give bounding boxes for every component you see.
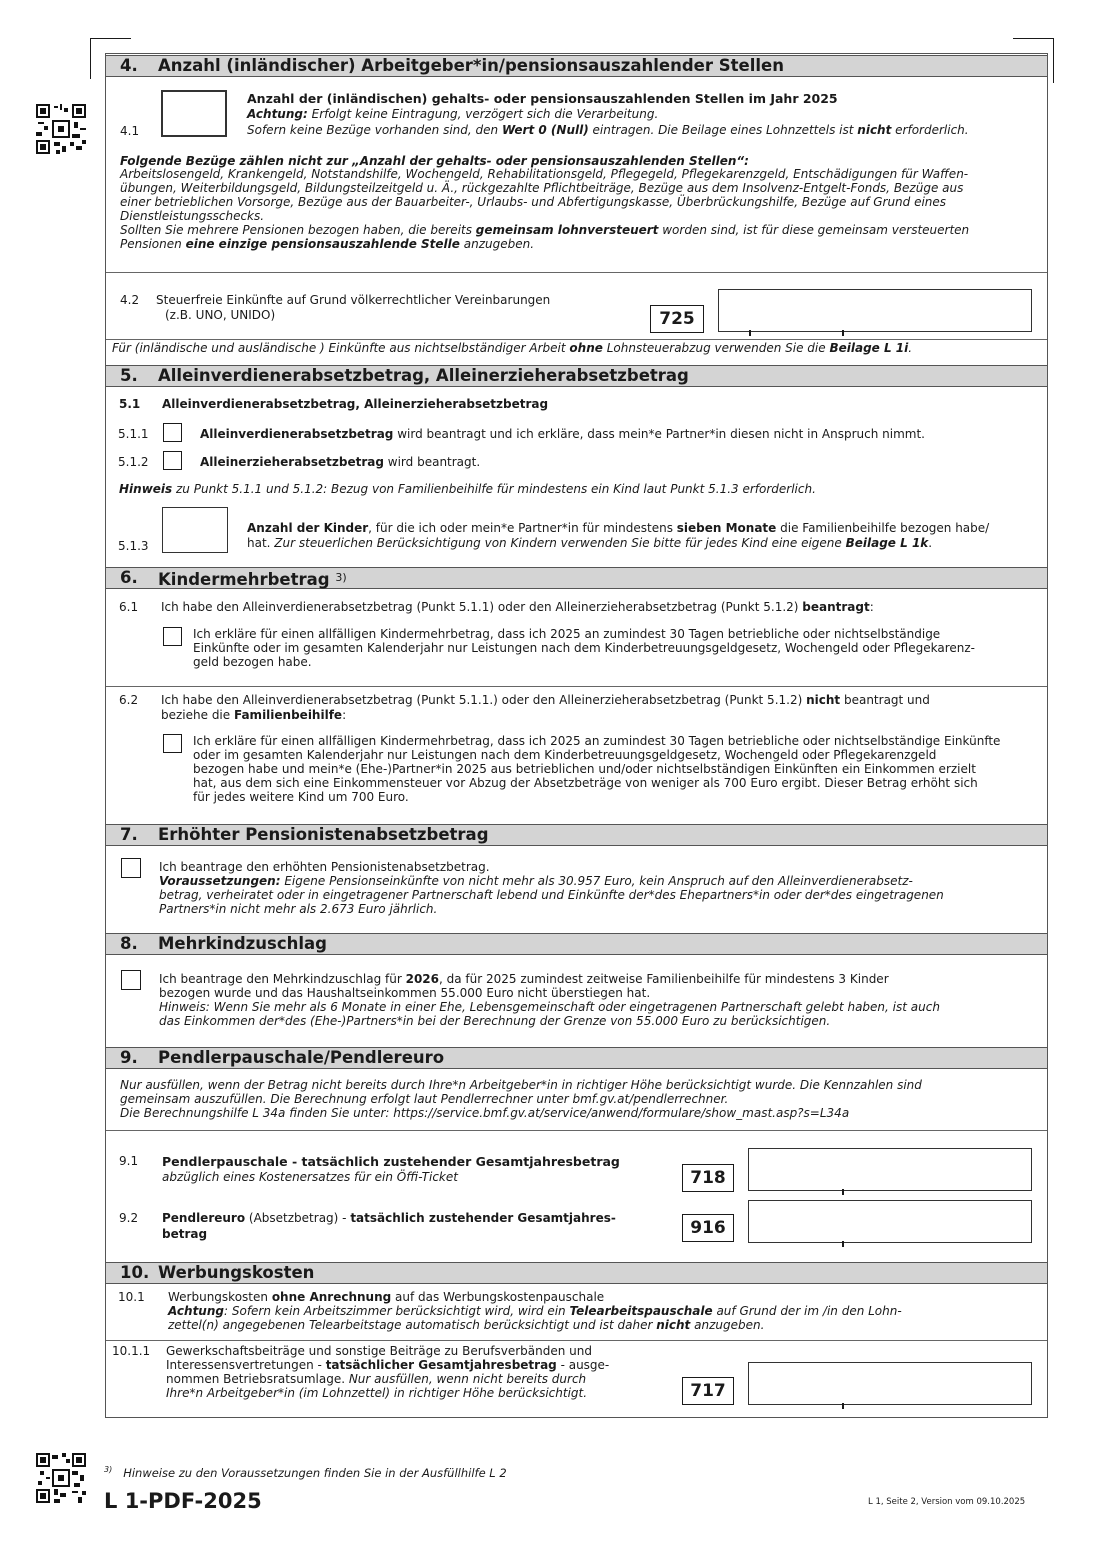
divider xyxy=(106,1130,1047,1131)
row-5-1-1-number: 5.1.1 xyxy=(118,427,149,441)
row-4-1-title: Anzahl der (inländischen) gehalts- oder pensionsauszahlenden Stellen im Jahr 2025 xyxy=(247,91,838,106)
single-parent-checkbox[interactable] xyxy=(163,451,182,470)
section-7-header: 7. Erhöhter Pensionistenabsetzbetrag xyxy=(106,824,1047,846)
field-separator xyxy=(842,330,844,336)
row-10-1-1-number: 10.1.1 xyxy=(112,1344,151,1358)
section-7-text: Ich beantrage den erhöhten Pensionistenabsetzbetrag. Voraussetzungen: Eigene Pensionseinkünfte von nicht mehr als 30.957 Euro, kein Anspruch auf den Alleinverdienerabsetz- betrag, verheiratet oder in eingetragener Partnerschaft lebend und Einkünfte der*des Ehepartners*in oder der*des eingetragenen Partners*in nicht mehr als 2.673 Euro jährlich. xyxy=(159,860,944,916)
row-5-1-number: 5.1 xyxy=(119,397,141,411)
field-separator xyxy=(842,1189,844,1195)
kennzahl-718: 718 xyxy=(682,1164,734,1192)
row-5-1-3-line-2: hat. Zur steuerlichen Berücksichtigung von Kindern verwenden Sie bitte für jedes Kind eine eigene Beilage L 1k. xyxy=(247,536,933,550)
kennzahl-916: 916 xyxy=(682,1214,734,1242)
section-10-header: 10. Werbungskosten xyxy=(106,1262,1047,1284)
child-bonus-6-2-checkbox[interactable] xyxy=(163,734,182,753)
child-bonus-6-1-checkbox[interactable] xyxy=(163,627,182,646)
divider xyxy=(106,1340,1047,1341)
row-4-1-number: 4.1 xyxy=(120,124,140,138)
row-9-1-number: 9.1 xyxy=(119,1154,139,1168)
section-9-note: Nur ausfüllen, wenn der Betrag nicht bereits durch Ihre*n Arbeitgeber*in in richtiger Höhe berücksichtigt wurde. Die Kennzahlen sind gemeinsam auszufüllen. Die Berechnung erfolgt laut Pendlerrechner unter bmf.gv.at/pendlerrechner. Die Berechnungshilfe L 34a finden Sie unter: https://service.bmf.gv.at/service/anwend/formulare/show_mast.asp?s=L34a xyxy=(120,1078,922,1120)
section-4-header: 4. Anzahl (inländischer) Arbeitgeber*in/pensionsauszahlender Stellen xyxy=(106,55,1047,77)
sole-earner-checkbox[interactable] xyxy=(163,423,182,442)
row-10-1-text: Werbungskosten ohne Anrechnung auf das Werbungskostenpauschale Achtung: Sofern kein Arbeitszimmer berücksichtigt wird, wird ein Telearbeitspauschale auf Grund der im /in den Lohn- zettel(n) angegebenen Telearbeitstage automatisch berücksichtigt und ist daher nicht anzugeben. xyxy=(168,1290,902,1332)
row-5-1-1-text: Alleinverdienerabsetzbetrag wird beantragt und ich erkläre, dass mein*e Partner*in diesen nicht in Anspruch nimmt. xyxy=(200,427,925,441)
row-5-1-2-number: 5.1.2 xyxy=(118,455,149,469)
row-6-2-text-2: beziehe die Familienbeihilfe: xyxy=(161,708,347,722)
row-9-2-label-1: Pendlereuro (Absetzbetrag) - tatsächlich zustehender Gesamtjahres- xyxy=(162,1211,616,1225)
excluded-income-title: Folgende Bezüge zählen nicht zur „Anzahl der gehalts- oder pensionsauszahlenden Stellen“: xyxy=(120,154,749,168)
tax-free-income-input[interactable] xyxy=(718,289,1032,332)
row-4-2-number: 4.2 xyxy=(120,293,140,307)
row-5-1-3-number: 5.1.3 xyxy=(118,539,149,553)
row-4-2-note: Für (inländische und ausländische ) Einkünfte aus nichtselbständiger Arbeit ohne Lohnsteuerabzug verwenden Sie die Beilage L 1i. xyxy=(112,341,913,355)
row-6-1-number: 6.1 xyxy=(119,600,139,614)
qr-code-top xyxy=(36,104,86,154)
divider xyxy=(106,339,1047,340)
row-5-1-title: Alleinverdienerabsetzbetrag, Alleinerzieherabsetzbetrag xyxy=(162,397,549,411)
field-separator xyxy=(842,1403,844,1409)
row-6-2-number: 6.2 xyxy=(119,693,139,707)
row-6-2-declaration: Ich erkläre für einen allfälligen Kindermehrbetrag, dass ich 2025 an zumindest 30 Tagen betriebliche oder nichtselbständige Einkünfte oder im gesamten Kalenderjahr nur Leistungen nach dem Kinderbetreuungsgeldgesetz, Wochengeld oder Pflegekarenzgeld bezogen habe und mein*e (Ehe-)Partner*in 2025 aus betrieblichen und/oder nichtselbständigen Einkünften ein Einkommen erzielt hat, aus dem sich eine Einkommensteuer vor Abzug der Absetzbeträge von weniger als 700 Euro ergibt. Dieser Betrag erhöht sich für jedes weitere Kind um 700 Euro. xyxy=(193,734,1001,804)
field-separator xyxy=(842,1241,844,1247)
hinweis-5-1: Hinweis zu Punkt 5.1.1 und 5.1.2: Bezug von Familienbeihilfe für mindestens ein Kind laut Punkt 5.1.3 erforderlich. xyxy=(119,482,816,496)
section-8-text: Ich beantrage den Mehrkindzuschlag für 2026, da für 2025 zumindest zeitweise Familienbeihilfe für mindestens 3 Kinder bezogen wurde und das Haushaltseinkommen 55.000 Euro nicht überstiegen hat. Hinweis: Wenn Sie mehr als 6 Monate in einer Ehe, Lebensgemeinschaft oder eingetragenen Partnerschaft gelebt haben, ist auch das Einkommen der*des (Ehe-)Partners*in bei der Berechnung der Grenze von 55.000 Euro zu berücksichtigen. xyxy=(159,972,940,1028)
row-6-1-declaration: Ich erkläre für einen allfälligen Kindermehrbetrag, dass ich 2025 an zumindest 30 Tagen betriebliche oder nichtselbständige Einkünfte oder im gesamten Kalenderjahr nur Leistungen nach dem Kinderbetreuungsgeldgesetz, Wochengeld oder Pflegekarenz- geld bezogen habe. xyxy=(193,627,975,669)
commuter-allowance-input[interactable] xyxy=(748,1148,1032,1191)
pensioner-deduction-checkbox[interactable] xyxy=(121,858,141,878)
number-of-children-input[interactable] xyxy=(162,507,228,553)
qr-code-bottom xyxy=(36,1453,86,1503)
divider xyxy=(106,686,1047,687)
divider xyxy=(106,272,1047,273)
row-4-2-label-2: (z.B. UNO, UNIDO) xyxy=(165,308,276,322)
row-10-1-number: 10.1 xyxy=(118,1290,145,1304)
row-6-2-text-1: Ich habe den Alleinverdienerabsetzbetrag (Punkt 5.1.1.) oder den Alleinerzieherabsetzbetrag (Punkt 5.1.2) nicht beantragt und xyxy=(161,693,930,707)
section-6-header: 6. Kindermehrbetrag $^{3)}$ xyxy=(106,567,1047,589)
count-employers-input[interactable] xyxy=(161,90,227,137)
section-5-header: 5. Alleinverdienerabsetzbetrag, Alleinerzieherabsetzbetrag xyxy=(106,365,1047,387)
commuter-euro-input[interactable] xyxy=(748,1200,1032,1243)
row-5-1-2-text: Alleinerzieherabsetzbetrag wird beantragt. xyxy=(200,455,481,469)
row-9-1-label-1: Pendlerpauschale - tatsächlich zustehender Gesamtjahresbetrag xyxy=(162,1154,620,1169)
field-separator xyxy=(749,330,751,336)
section-9-header: 9. Pendlerpauschale/Pendlereuro xyxy=(106,1047,1047,1069)
multi-child-supplement-checkbox[interactable] xyxy=(121,970,141,990)
row-4-2-label-1: Steuerfreie Einkünfte auf Grund völkerrechtlicher Vereinbarungen xyxy=(156,293,551,307)
page-info: L 1, Seite 2, Version vom 09.10.2025 xyxy=(868,1497,1026,1507)
row-10-1-1-text: Gewerkschaftsbeiträge und sonstige Beiträge zu Berufsverbänden und Interessensvertretungen - tatsächlicher Gesamtjahresbetrag - ausge- nommen Betriebsratsumlage. Nur ausfüllen, wenn nicht bereits durch Ihre*n Arbeitgeber*in (im Lohnzettel) in richtiger Höhe berücksichtigt. xyxy=(166,1344,610,1400)
row-6-1-text: Ich habe den Alleinverdienerabsetzbetrag (Punkt 5.1.1) oder den Alleinerzieherabsetzbetrag (Punkt 5.1.2) beantragt: xyxy=(161,600,874,614)
footnote: $^{3)}$ Hinweise zu den Voraussetzungen finden Sie in der Ausfüllhilfe L 2 xyxy=(104,1465,507,1480)
row-4-1-achtung: Achtung: Erfolgt keine Eintragung, verzögert sich die Verarbeitung. xyxy=(247,107,659,121)
kennzahl-725: 725 xyxy=(650,305,704,333)
row-5-1-3-line-1: Anzahl der Kinder, für die ich oder mein*e Partner*in für mindestens sieben Monate die Familienbeihilfe bezogen habe/ xyxy=(247,521,990,535)
excluded-income-list: Arbeitslosengeld, Krankengeld, Notstandshilfe, Wochengeld, Rehabilitationsgeld, Pflegegeld, Pflegekarenzgeld, Entschädigungen für Waffen- übungen, Weiterbildungsgeld, Bildungsteilzeitgeld u. Ä., rückgezahlte Pflichtbeiträge, Bezüge aus dem Insolvenz-Entgelt-Fonds, Bezüge aus einer betrieblichen Vorsorge, Bezüge aus der Bauarbeiter-, Urlaubs- und Abfertigungskasse, Überbrückungshilfe, Bezüge auf Grund eines Dienstleistungsschecks. Sollten Sie mehrere Pensionen bezogen haben, die bereits gemeinsam lohnversteuert worden sind, ist für diese gemeinsam versteuerten Pensionen eine einzige pensionsauszahlende Stelle anzugeben. xyxy=(120,167,970,251)
row-4-1-note: Sofern keine Bezüge vorhanden sind, den Wert 0 (Null) eintragen. Die Beilage eines Lohnzettels ist nicht erforderlich. xyxy=(247,123,969,137)
union-dues-input[interactable] xyxy=(748,1362,1032,1405)
row-9-2-number: 9.2 xyxy=(119,1211,139,1225)
form-id: L 1-PDF-2025 xyxy=(104,1489,262,1513)
kennzahl-717: 717 xyxy=(682,1377,734,1405)
section-8-header: 8. Mehrkindzuschlag xyxy=(106,933,1047,955)
row-9-2-label-2: betrag xyxy=(162,1227,208,1241)
row-9-1-label-2: abzüglich eines Kostenersatzes für ein Öffi-Ticket xyxy=(162,1170,458,1184)
